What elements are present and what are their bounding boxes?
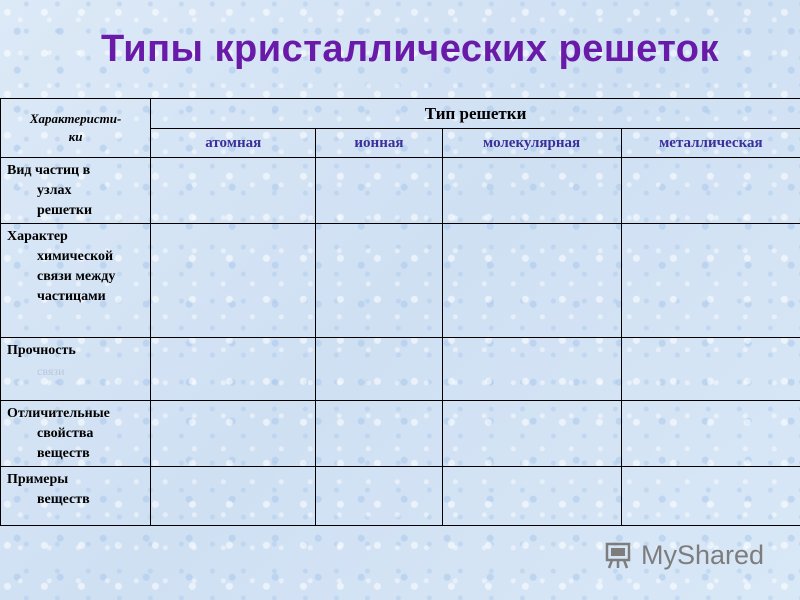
cell-bond-metallic (621, 224, 800, 338)
cell-bond-molecular (442, 224, 621, 338)
column-header-metallic: металлическая (621, 129, 800, 158)
crystal-lattice-table (0, 98, 800, 526)
cell-examples-molecular (442, 467, 621, 526)
table-row (1, 224, 800, 338)
row-label-bond-type: Характер химической связи между частицами (1, 224, 151, 338)
cell-particles-atomic (151, 158, 316, 224)
cell-particles-molecular (442, 158, 621, 224)
row-label-examples: Примеры веществ (1, 467, 151, 526)
row-label-properties: Отличительные свойства веществ (1, 401, 151, 467)
slide-title: Типы кристаллических решеток (100, 28, 720, 70)
table-row (1, 158, 800, 224)
table-row (1, 338, 800, 401)
cell-examples-metallic (621, 467, 800, 526)
myshared-watermark (605, 537, 764, 573)
cell-bond-ionic (316, 224, 442, 338)
cell-strength-ionic (316, 338, 442, 401)
table-row (1, 467, 800, 526)
cell-bond-atomic (151, 224, 316, 338)
watermark-text: MyShared (641, 539, 765, 570)
row-label-strength: Прочность связи (1, 338, 151, 401)
cell-properties-ionic (316, 401, 442, 467)
faint-bond-label: связи (37, 364, 65, 378)
column-header-molecular: молекулярная (442, 129, 621, 158)
characteristics-header: Характеристи- ки (1, 99, 151, 158)
cell-strength-atomic (151, 338, 316, 401)
cell-examples-ionic (316, 467, 442, 526)
cell-particles-ionic (316, 158, 442, 224)
table-row (1, 401, 800, 467)
cell-properties-metallic (621, 401, 800, 467)
lattice-type-header: Тип решетки (151, 99, 800, 129)
column-header-atomic: атомная (151, 129, 316, 158)
projector-screen-icon (605, 540, 635, 570)
row-label-particles: Вид частиц в узлах решетки (1, 158, 151, 224)
cell-strength-metallic (621, 338, 800, 401)
cell-particles-metallic (621, 158, 800, 224)
cell-strength-molecular (442, 338, 621, 401)
cell-properties-atomic (151, 401, 316, 467)
cell-examples-atomic (151, 467, 316, 526)
column-header-ionic: ионная (316, 129, 442, 158)
cell-properties-molecular (442, 401, 621, 467)
